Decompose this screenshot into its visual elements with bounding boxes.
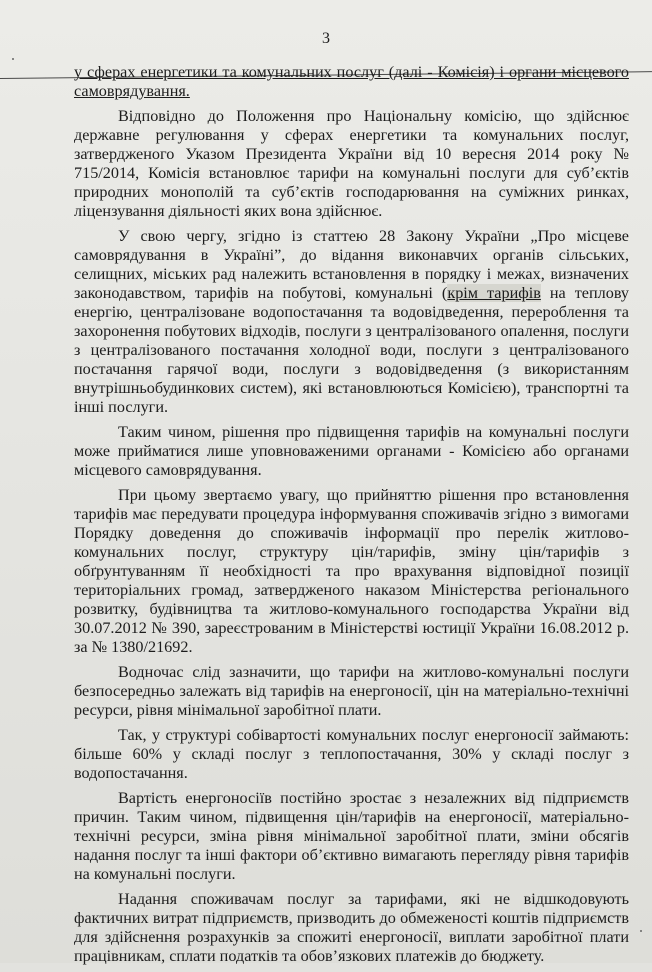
highlighted-phrase: крім тарифів [447, 284, 541, 302]
letter-body [74, 63, 629, 972]
paragraph-2 [74, 227, 629, 417]
paragraph-0-start: у сферах енергетики та комунальних послуг (далі - [74, 63, 438, 81]
scan-speck [12, 58, 14, 60]
page-number: 3 [322, 30, 330, 47]
paragraph-5: Водночас слід зазначити, що тарифи на житлово-комунальні послуги безпосередньо залежать від тарифів на енергоносії, цін на матеріально-технічні ресурси, рівня мінімальної заробітної плати. [74, 663, 629, 719]
paragraph-6: Так, у структурі собівартості комунальних послуг енергоносії займають: більше 60% у складі послуг з теплопостачання, 30% у складі послуг з водопостачання. [74, 726, 629, 782]
paragraph-4: При цьому звертаємо увагу, що прийняттю рішення про встановлення тарифів має передувати процедура інформування споживачів згідно з вимогами Порядку доведення до споживачів інформації про перелік житлово-комунальних послуг, структуру цін/тарифів, зміну цін/тарифів з обґрунтуванням її необхідності та про врахування відповідної позиції територіальних громад, затвердженого наказом Міністерства регіонального розвитку, будівництва та житлово-комунального господарства України від 30.07.2012 № 390, зареєстрованим в Міністерстві юстиції України 16.08.2012 р. за № 1380/21692. [74, 486, 629, 656]
paragraph-8: Надання споживачам послуг за тарифами, які не відшкодовують фактичних витрат підприємств, призводить до обмеженості коштів підприємств для здійснення розрахунків за спожиті енергоносії, виплати заробітної плати працівникам, сплати податків та обов’язкових платежів до бюджету. [74, 890, 629, 965]
paragraph-7: Вартість енергоносіїв постійно зростає з незалежних від підприємств причин. Таким чином, підвищення цін/тарифів на енергоносії, матеріально-технічні ресурси, зміна рівня мінімальної заробітної плати, зміни обсягів надання послуг та інші фактори об’єктивно вимагають перегляду рівня тарифів на комунальні послуги. [74, 789, 629, 883]
commission-term: Комісія [437, 63, 490, 81]
paragraph-3: Таким чином, рішення про підвищення тарифів на комунальні послуги може прийматися лише уповноваженими органами - Комісією або органами місцевого самоврядування. [74, 423, 629, 479]
scan-speck [640, 930, 642, 932]
paragraph-2-end: на теплову енергію, централізоване водопостачання та водовідведення, перероблення та захоронення побутових відходів, послуги з централізованого опалення, послуги з централізованого постачання холодної води, послуги з централізованого постачання гарячої води, послуги з водовідведення (з використанням внутрішньобудинкових систем), які встановлюються Комісією), транспортні та інші послуги. [74, 284, 630, 416]
paragraph-0 [74, 63, 629, 101]
paragraph-2-start: У свою чергу, згідно із статтею 28 Закону України „Про місцеве самоврядування в Україні”, до відання виконавчих органів сільських, селищних, міських рад належить встановлення в порядку і межах, визначених законодавством, тарифів на побутові, комунальні ( [74, 227, 629, 302]
paragraph-0-end: ) і органи місцевого самоврядування. [74, 63, 629, 100]
paragraph-1: Відповідно до Положення про Національну комісію, що здійснює державне регулювання у сферах енергетики та комунальних послуг, затвердженого Указом Президента України від 10 вересня 2014 року № 715/2014, Комісія встановлює тарифи на комунальні послуги для суб’єктів природних монополій та суб’єктів господарювання на суміжних ринках, ліцензування діяльності яких вона здійснює. [74, 107, 629, 220]
